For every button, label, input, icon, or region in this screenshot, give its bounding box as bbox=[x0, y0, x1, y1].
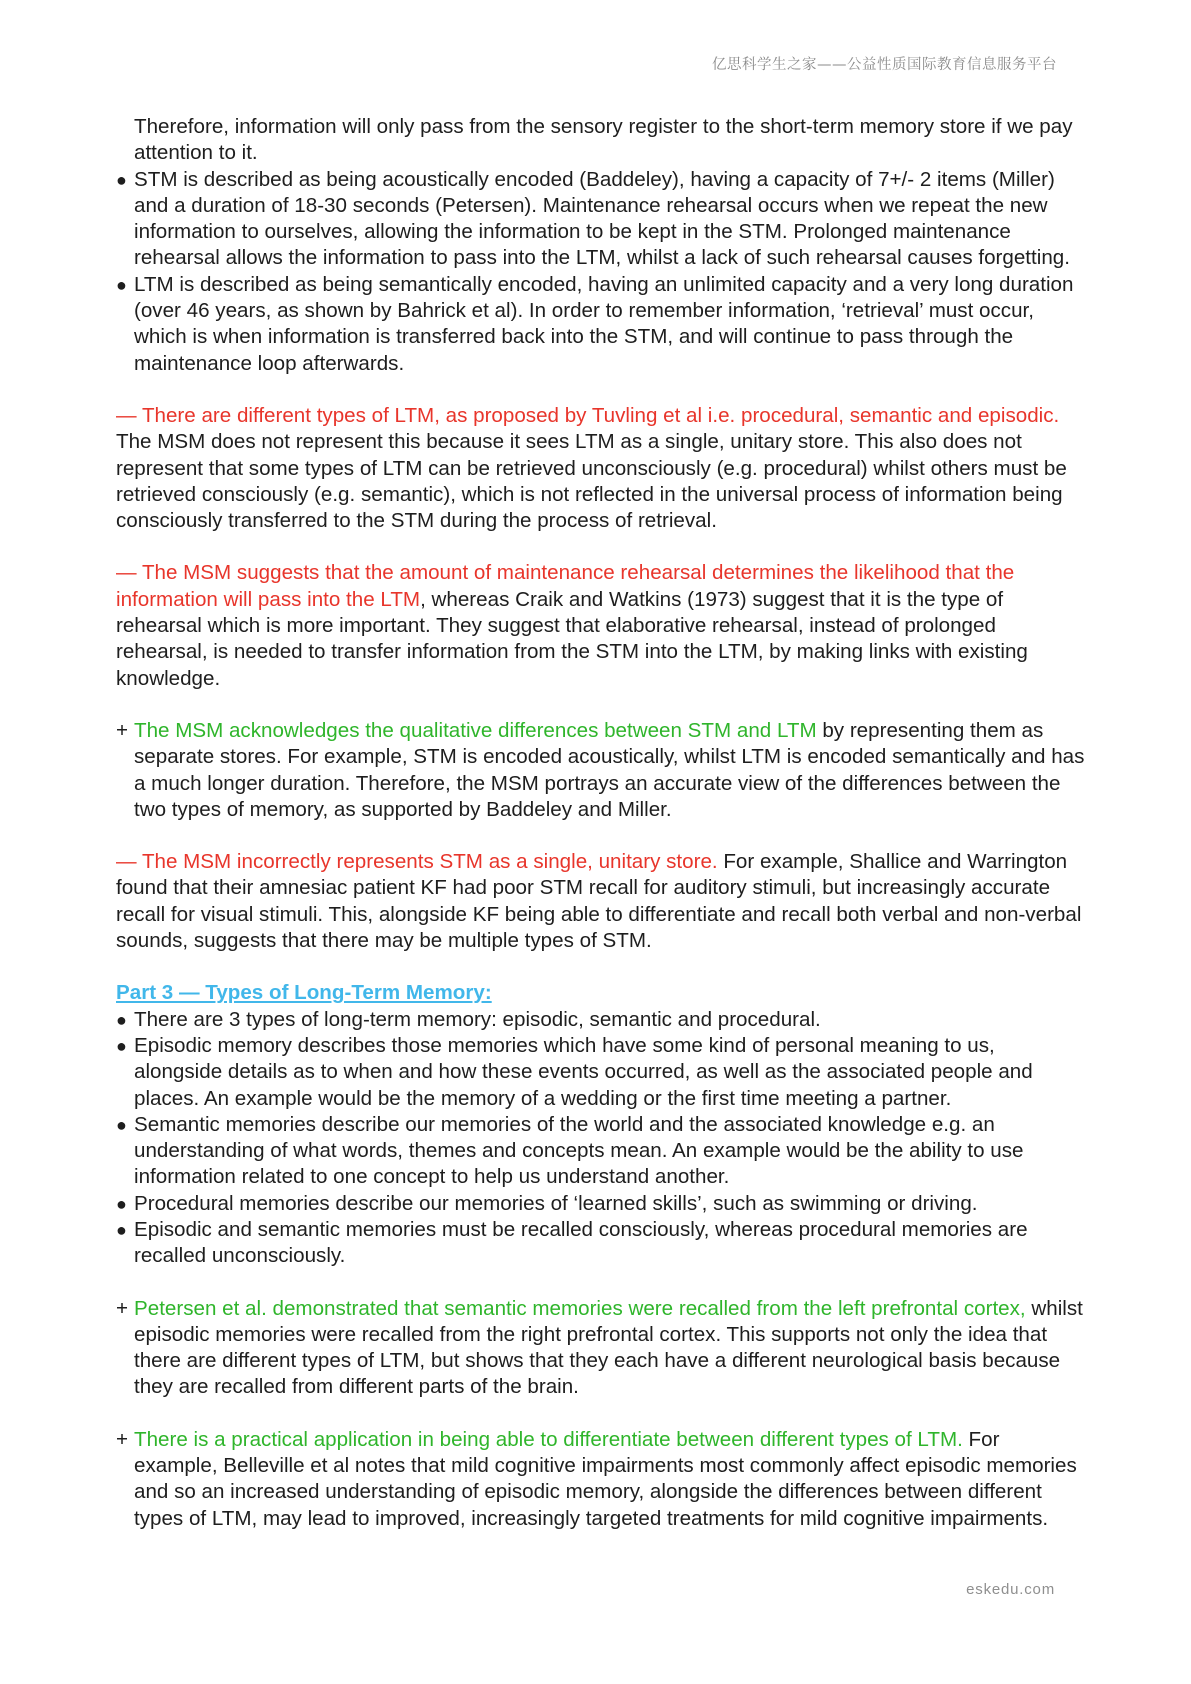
plus-icon: + bbox=[116, 1427, 129, 1451]
evaluation-paragraph: + The MSM acknowledges the qualitative differences between STM and LTM by representing them as separate stores. For example, STM is encoded acoustically, whilst LTM is encoded semantically and has a much longer duration. Therefore, the MSM portrays an accurate view of the differences between the two types of memory, as supported by Baddeley and Miller. bbox=[116, 718, 1085, 821]
section-heading: Part 3 — Types of Long-Term Memory: bbox=[116, 981, 492, 1005]
bullet-icon: ● bbox=[116, 1035, 127, 1056]
bullet-icon: ● bbox=[116, 1009, 127, 1030]
list-item: ● Procedural memories describe our memories of ‘learned skills’, such as swimming or driving. bbox=[116, 1191, 1086, 1217]
bullet-icon: ● bbox=[116, 274, 127, 295]
bullet-icon: ● bbox=[116, 1219, 127, 1240]
bullet-icon: ● bbox=[116, 1114, 127, 1135]
list-item: ● LTM is described as being semantically encoded, having an unlimited capacity and a very long duration (over 46 years, as shown by Bahrick et al). In order to remember information, ‘retrieval’ must occur, which is when information is transferred back into the STM, and will continue to pass through the maintenance loop afterwards. bbox=[116, 272, 1074, 375]
bullet-icon: ● bbox=[116, 169, 127, 190]
list-item: ● Semantic memories describe our memories of the world and the associated knowledge e.g. an understanding of what words, themes and concepts mean. An example would be the ability to use information related to one concept to help us understand another. bbox=[116, 1112, 1024, 1189]
plus-icon: + bbox=[116, 1296, 129, 1320]
page-footer: eskedu.com bbox=[966, 1581, 1055, 1598]
evaluation-paragraph: + There is a practical application in being able to differentiate between different types of LTM. For example, Belleville et al notes that mild cognitive impairments most commonly affect episodic memories and so an increased understanding of episodic memory, alongside the differences between different types of LTM, may lead to improved, increasingly targeted treatments for mild cognitive impairments. bbox=[116, 1427, 1077, 1530]
bullet-icon: ● bbox=[116, 1193, 127, 1214]
evaluation-paragraph: + Petersen et al. demonstrated that semantic memories were recalled from the left prefrontal cortex, whilst episodic memories were recalled from the right prefrontal cortex. This supports not only the idea that there are different types of LTM, but shows that they each have a different neurological basis because they are recalled from different parts of the brain. bbox=[116, 1296, 1083, 1399]
evaluation-highlight: — The MSM suggests that the amount of maintenance rehearsal determines the likelihood that the information will pass into the LTM bbox=[116, 561, 1015, 611]
plus-icon: + bbox=[116, 718, 129, 742]
evaluation-highlight: There is a practical application in being able to differentiate between different types of LTM. bbox=[134, 1427, 963, 1451]
list-item: ● STM is described as being acoustically encoded (Baddeley), having a capacity of 7+/- 2 items (Miller) and a duration of 18-30 seconds (Petersen). Maintenance rehearsal occurs when we repeat the new information to ourselves, allowing the information to be kept in the STM. Prolonged maintenance rehearsal allows the information to pass into the LTM, whilst a lack of such rehearsal causes forgetting. bbox=[116, 167, 1070, 270]
evaluation-paragraph: — There are different types of LTM, as proposed by Tuvling et al i.e. procedural, semantic and episodic. The MSM does not represent this because it sees LTM as a single, unitary store. This also does not represent that some types of LTM can be retrieved unconsciously (e.g. procedural) whilst others must be retrieved consciously (e.g. semantic), which is not reflected in the universal process of information being consciously transferred to the STM during the process of retrieval. bbox=[116, 403, 1067, 533]
evaluation-paragraph: — The MSM suggests that the amount of maintenance rehearsal determines the likelihood that the information will pass into the LTM, whereas Craik and Watkins (1973) suggest that it is the type of rehearsal which is more important. They suggest that elaborative rehearsal, instead of prolonged rehearsal, is needed to transfer information from the STM into the LTM, by making links with existing knowledge. bbox=[116, 561, 1028, 690]
page-header: 亿思科学生之家——公益性质国际教育信息服务平台 bbox=[712, 57, 1057, 73]
evaluation-paragraph: — The MSM incorrectly represents STM as a single, unitary store. For example, Shallice and Warrington found that their amnesiac patient KF had poor STM recall for auditory stimuli, but increasingly accurate recall for visual stimuli. This, alongside KF being able to differentiate and recall both verbal and non-verbal sounds, suggests that there may be multiple types of STM. bbox=[116, 850, 1082, 953]
evaluation-highlight: Petersen et al. demonstrated that semantic memories were recalled from the left prefrontal cortex, bbox=[134, 1296, 1026, 1320]
evaluation-highlight: — The MSM incorrectly represents STM as a single, unitary store. bbox=[116, 850, 718, 874]
document-body bbox=[116, 114, 1086, 1532]
list-item: ● There are 3 types of long-term memory: episodic, semantic and procedural. bbox=[116, 1007, 1086, 1033]
evaluation-highlight: — There are different types of LTM, as proposed by Tuvling et al i.e. procedural, semantic and episodic. bbox=[116, 403, 1060, 427]
list-item: ● Episodic and semantic memories must be recalled consciously, whereas procedural memories are recalled unconsciously. bbox=[116, 1217, 1028, 1268]
list-item: ● Episodic memory describes those memories which have some kind of personal meaning to us, alongside details as to when and how these events occurred, as well as the associated people and places. An example would be the memory of a wedding or the first time meeting a partner. bbox=[116, 1033, 1033, 1110]
intro-continuation: Therefore, information will only pass from the sensory register to the short-term memory store if we pay attention to it. bbox=[134, 115, 1073, 165]
evaluation-highlight: The MSM acknowledges the qualitative differences between STM and LTM bbox=[134, 718, 817, 742]
